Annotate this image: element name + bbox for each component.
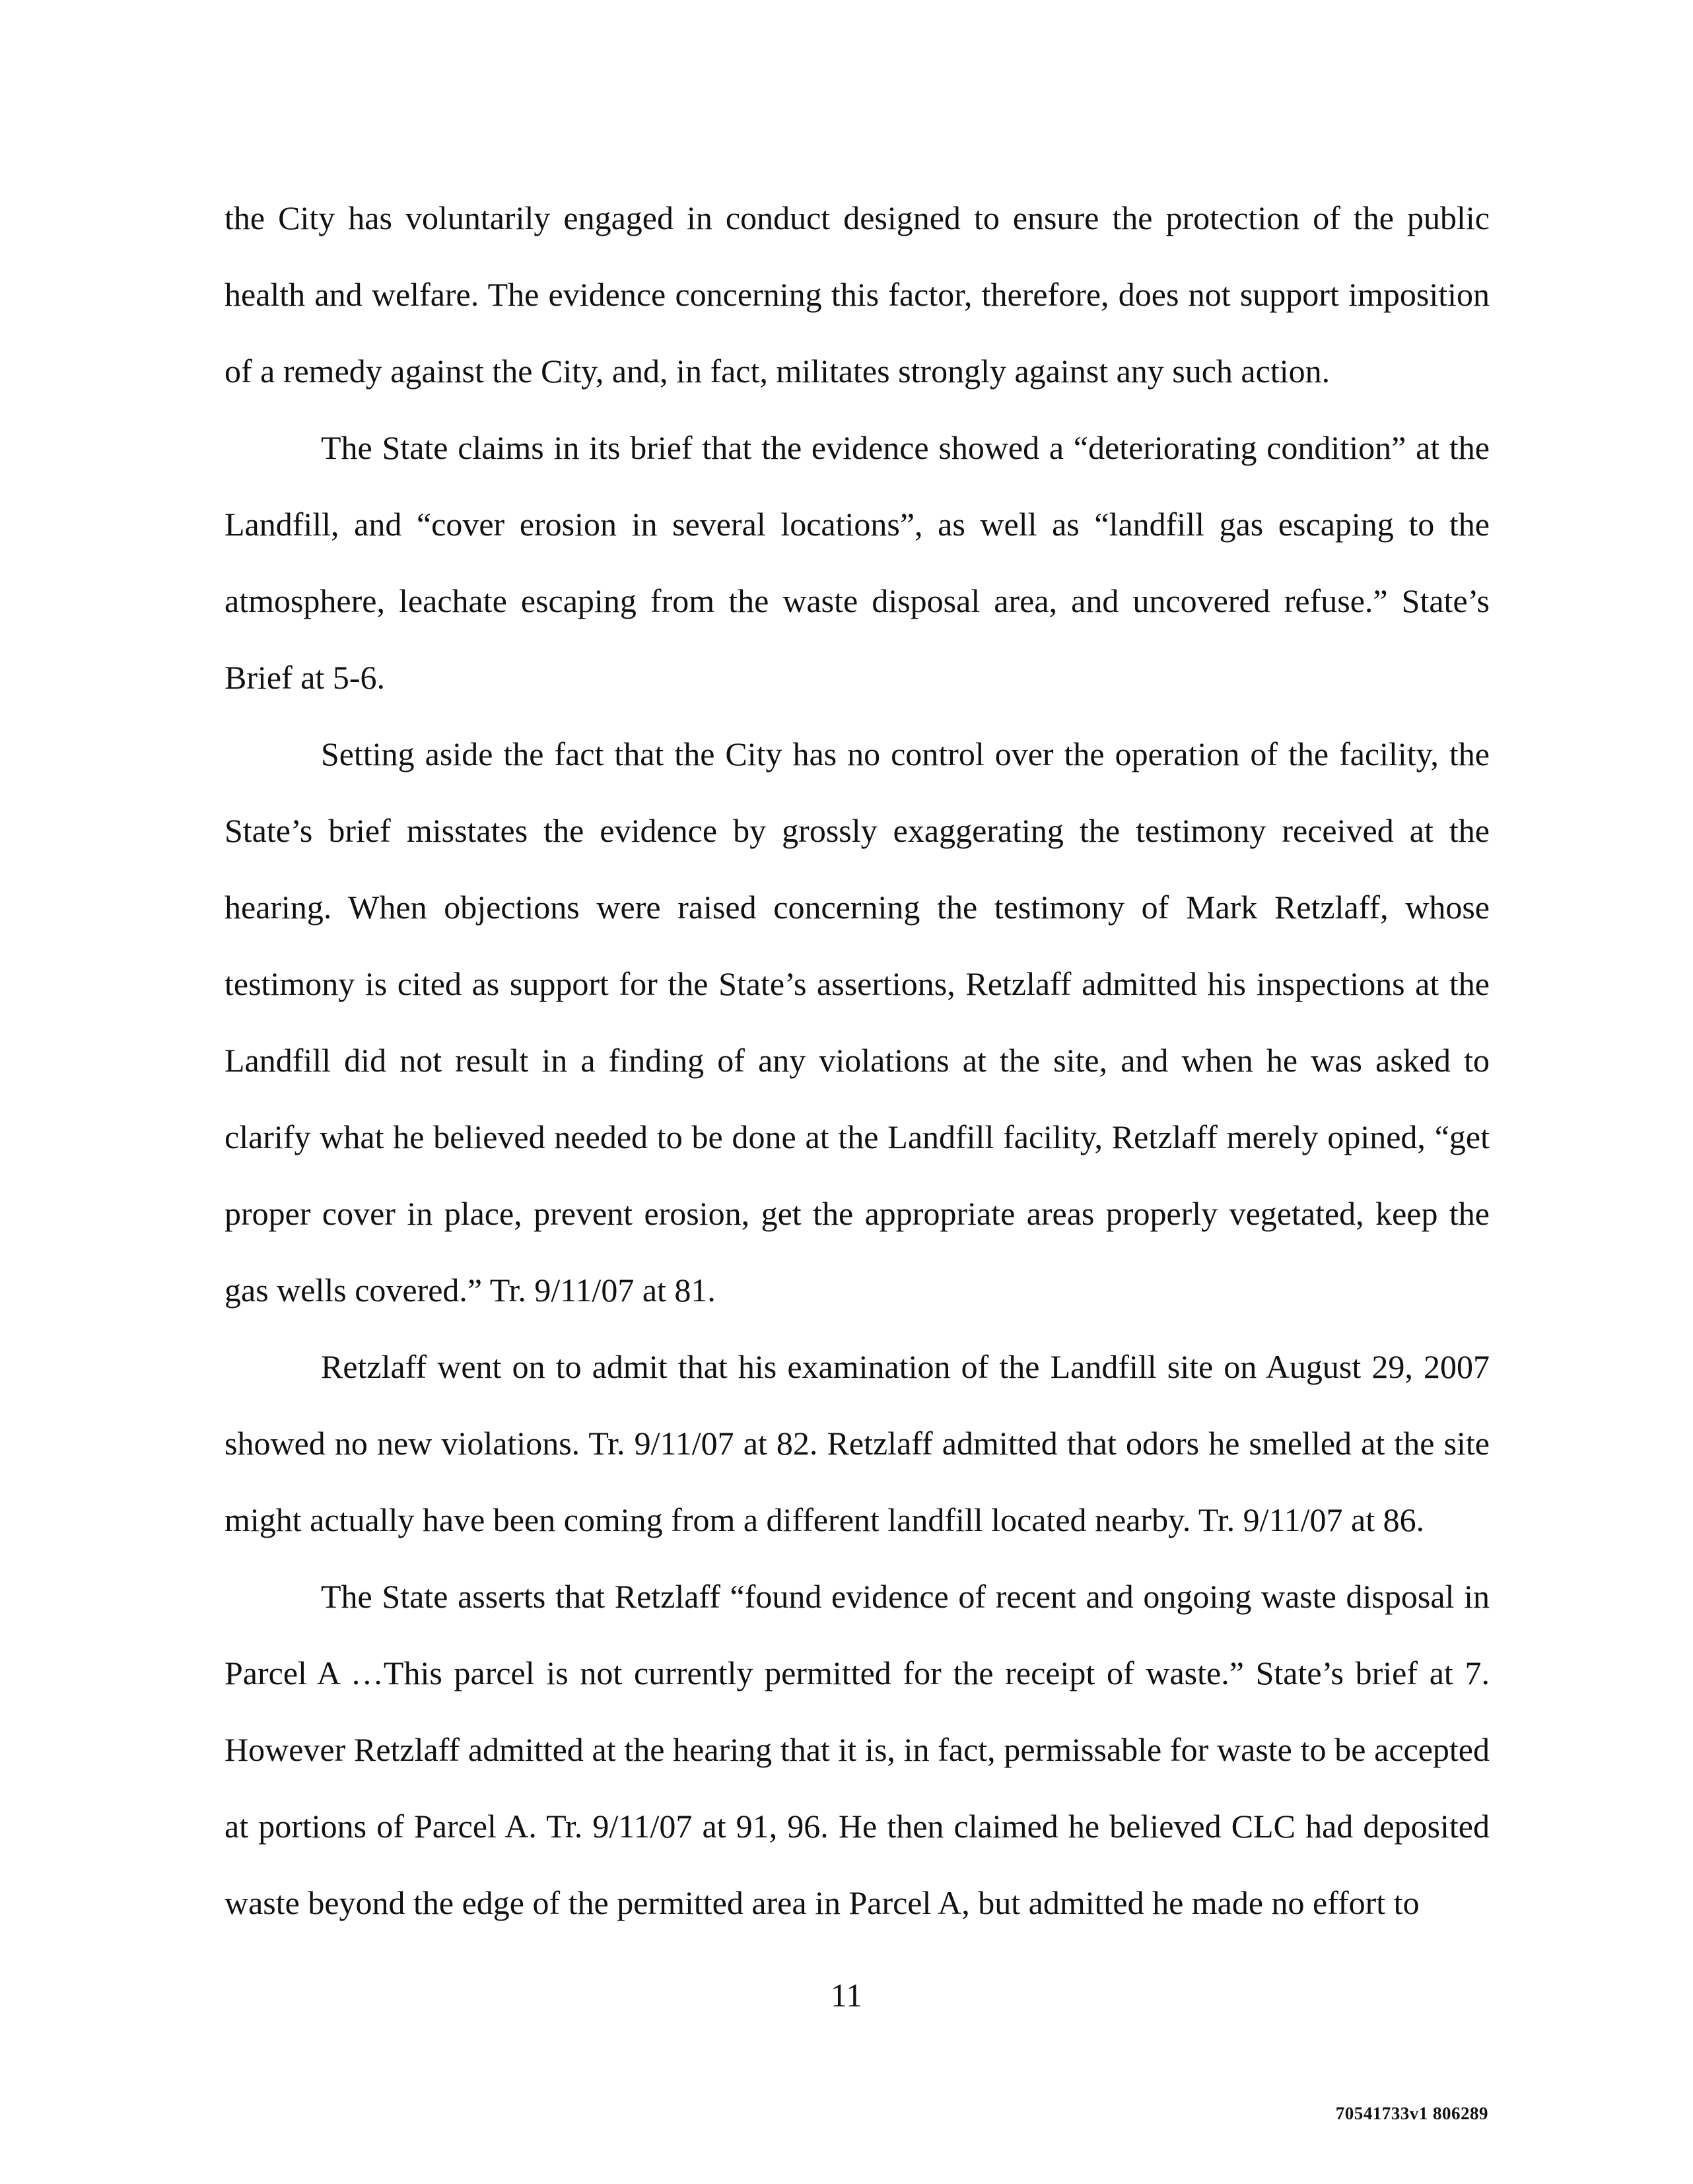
paragraph-4: Retzlaff went on to admit that his examination of the Landfill site on August 29, 2007 showed no new violations. Tr. 9/11/07 at 82. Retzlaff admitted that odors he smelled at the site might actually have been coming from a different landfill located nearby. Tr. 9/11/07 at 86. bbox=[225, 1348, 1490, 1538]
paragraph-3: Setting aside the fact that the City has no control over the operation of the facility, the State’s brief misstates the evidence by grossly exaggerating the testimony received at the hearing. When objections were raised concerning the testimony of Mark Retzlaff, whose testimony is cited as support for the State’s assertions, Retzlaff admitted his inspections at the Landfill did not result in a finding of any violations at the site, and when he was asked to clarify what he believed needed to be done at the Landfill facility, Retzlaff merely opined, “get proper cover in place, prevent erosion, get the appropriate areas properly vegetated, keep the gas wells covered.” Tr. 9/11/07 at 81. bbox=[225, 735, 1490, 1309]
paragraph-2: The State claims in its brief that the evidence showed a “deteriorating condition” at the Landfill, and “cover erosion in several locations”, as well as “landfill gas escaping to the atmosphere, leachate escaping from the waste disposal area, and uncovered refuse.” State’s Brief at 5-6. bbox=[225, 429, 1490, 696]
body-text bbox=[225, 180, 1490, 1941]
page-number: 11 bbox=[830, 1977, 863, 2014]
document-id: 70541733v1 806289 bbox=[1335, 2103, 1488, 2123]
paragraph-5: The State asserts that Retzlaff “found evidence of recent and ongoing waste disposal in Parcel A …This parcel is not currently permitted for the receipt of waste.” State’s brief at 7. However Retzlaff admitted at the hearing that it is, in fact, permissable for waste to be accepted at portions of Parcel A. Tr. 9/11/07 at 91, 96. He then claimed he believed CLC had deposited waste beyond the edge of the permitted area in Parcel A, but admitted he made no effort to bbox=[225, 1578, 1490, 1921]
paragraph-1: the City has voluntarily engaged in conduct designed to ensure the protection of the public health and welfare. The evidence concerning this factor, therefore, does not support imposition of a remedy against the City, and, in fact, militates strongly against any such action. bbox=[225, 199, 1490, 390]
